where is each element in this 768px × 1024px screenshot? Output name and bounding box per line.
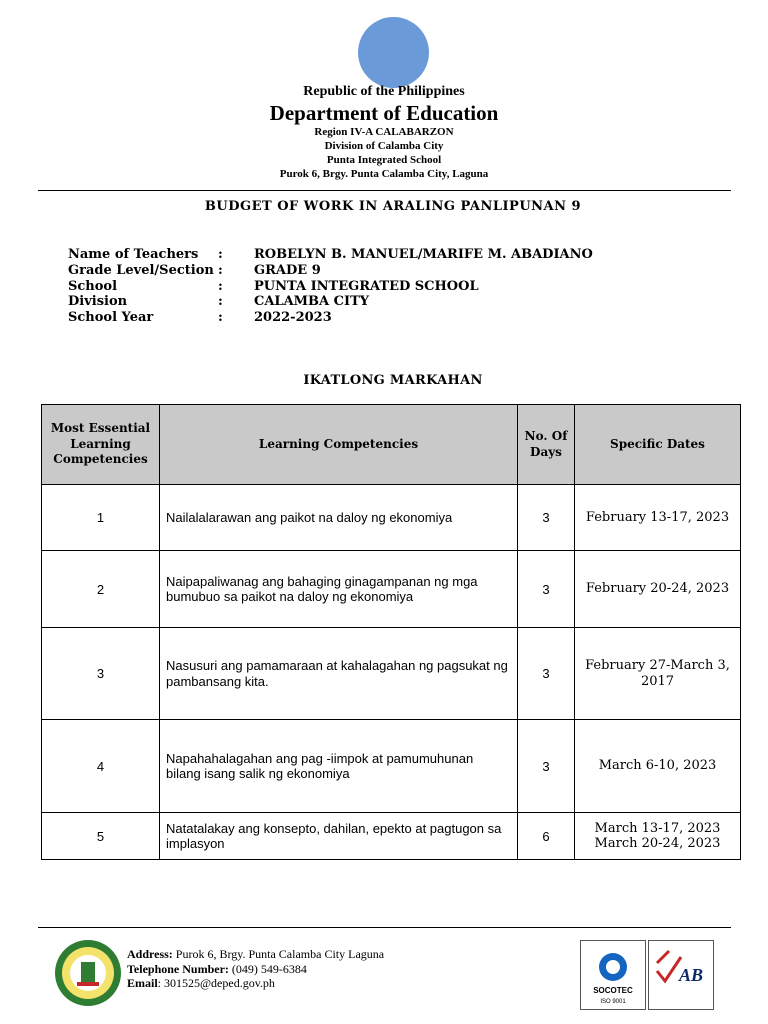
- competency-cell: Natatalakay ang konsepto, dahilan, epekto at pagtugon sa implasyon: [160, 813, 518, 860]
- info-colon: :: [218, 262, 223, 278]
- info-row: [68, 247, 654, 263]
- deped-seal: [358, 17, 429, 88]
- address-line: Purok 6, Brgy. Punta Calamba City, Laguna: [279, 168, 489, 180]
- budget-of-work-table: [41, 404, 741, 860]
- table-header-row: [42, 405, 741, 485]
- division-line: Division of Calamba City: [324, 140, 444, 152]
- republic-heading: Republic of the Philippines: [303, 84, 465, 99]
- svg-text:ISO 9001: ISO 9001: [600, 999, 626, 1005]
- footer-email: Email: 301525@deped.gov.ph: [127, 976, 275, 990]
- quarter-heading: IKATLONG MARKAHAN: [303, 373, 483, 388]
- info-colon: :: [218, 310, 223, 326]
- melc-number: 1: [42, 485, 160, 551]
- ab-logo-icon: [649, 941, 713, 1009]
- info-row: [68, 310, 654, 326]
- info-label: Division: [68, 294, 128, 310]
- dates-cell: February 27-March 3, 2017: [575, 628, 741, 720]
- info-value: CALAMBA CITY: [254, 294, 370, 310]
- info-colon: :: [218, 247, 223, 262]
- info-row: [68, 279, 654, 295]
- dates-header: Specific Dates: [575, 405, 741, 485]
- competency-header: Learning Competencies: [160, 405, 518, 485]
- table-row: [42, 551, 741, 628]
- socotec-certification-badge: [580, 940, 646, 1010]
- header-divider: [38, 190, 731, 191]
- info-label: Name of Teachers: [68, 247, 199, 262]
- table-row: [42, 628, 741, 720]
- melc-header: Most Essential Learning Competencies: [42, 405, 160, 485]
- competency-cell: Nailalalarawan ang paikot na daloy ng ekonomiya: [160, 485, 518, 551]
- department-heading: Department of Education: [269, 101, 499, 125]
- teacher-info: [68, 247, 654, 326]
- table-row: [42, 485, 741, 551]
- svg-text:AB: AB: [678, 965, 704, 985]
- info-colon: :: [218, 294, 223, 310]
- days-cell: 6: [518, 813, 575, 860]
- info-row: [68, 294, 654, 310]
- footer-address: Address: Purok 6, Brgy. Punta Calamba City Laguna: [127, 947, 385, 961]
- footer-contact: [127, 947, 384, 991]
- melc-number: 4: [42, 720, 160, 813]
- footer-phone: Telephone Number: (049) 549-6384: [127, 961, 307, 976]
- competency-cell: Napahahalagahan ang pag -iimpok at pamumuhunan bilang isang salik ng ekonomiya: [160, 720, 518, 813]
- melc-number: 3: [42, 628, 160, 720]
- days-cell: 3: [518, 720, 575, 813]
- svg-text:SOCOTEC: SOCOTEC: [593, 986, 633, 995]
- info-value: ROBELYN B. MANUEL/MARIFE M. ABADIANO: [254, 247, 593, 262]
- school-line: Punta Integrated School: [326, 154, 442, 166]
- footer-divider: [38, 927, 731, 928]
- days-cell: 3: [518, 551, 575, 628]
- school-logo-icon: [53, 938, 123, 1008]
- info-colon: :: [218, 278, 223, 294]
- info-label: School Year: [68, 310, 154, 326]
- document-title: BUDGET OF WORK IN ARALING PANLIPUNAN 9: [204, 199, 582, 214]
- melc-number: 2: [42, 551, 160, 628]
- info-label: Grade Level/Section: [68, 262, 214, 278]
- dates-cell: February 13-17, 2023: [575, 485, 741, 551]
- ab-certification-badge: [648, 940, 714, 1010]
- days-header: No. Of Days: [518, 405, 575, 485]
- info-label: School: [68, 278, 118, 294]
- region-line: Region IV-A CALABARZON: [314, 126, 454, 138]
- info-value: GRADE 9: [254, 262, 321, 278]
- dates-cell: February 20-24, 2023: [575, 551, 741, 628]
- dates-cell: March 13-17, 2023 March 20-24, 2023: [575, 813, 741, 860]
- melc-number: 5: [42, 813, 160, 860]
- info-value: 2022-2023: [254, 310, 332, 326]
- competency-cell: Nasusuri ang pamamaraan at kahalagahan ng pagsukat ng pambansang kita.: [160, 628, 518, 720]
- info-value: PUNTA INTEGRATED SCHOOL: [254, 278, 479, 294]
- table-row: [42, 813, 741, 860]
- info-row: [68, 263, 654, 279]
- table-row: [42, 720, 741, 813]
- days-cell: 3: [518, 628, 575, 720]
- dates-cell: March 6-10, 2023: [575, 720, 741, 813]
- socotec-logo-icon: [581, 941, 645, 1009]
- days-cell: 3: [518, 485, 575, 551]
- competency-cell: Naipapaliwanag ang bahaging ginagampanan ng mga bumubuo sa paikot na daloy ng ekonomiya: [160, 551, 518, 628]
